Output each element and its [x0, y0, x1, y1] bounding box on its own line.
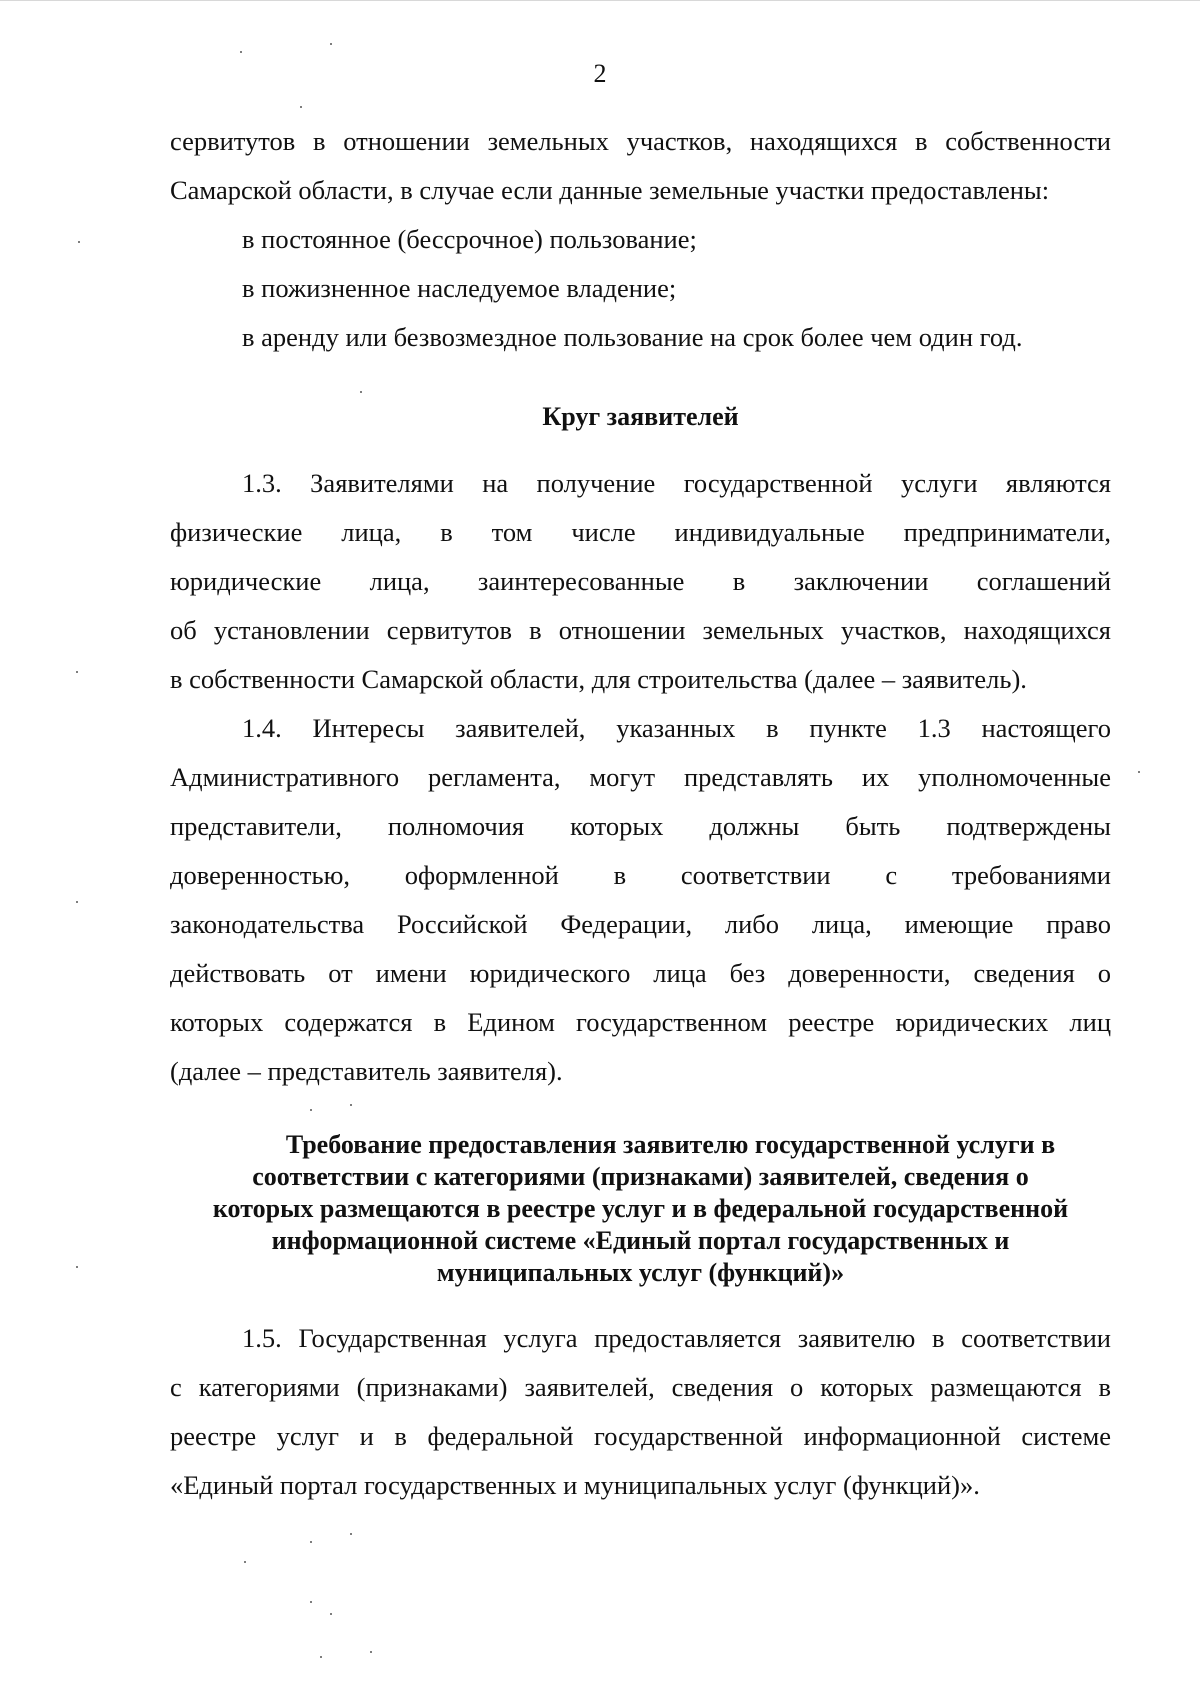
section-heading-requirement [170, 1129, 1111, 1289]
scan-speck [244, 1561, 246, 1563]
heading-line: Требование предоставления заявителю государственной услуги в [285, 1130, 1056, 1159]
text-line: с категориями (признаками) заявителей, сведения о которых размещаются в [170, 1372, 1111, 1402]
scan-speck [76, 671, 78, 673]
text-line: реестре услуг и в федеральной государственной информационной системе [170, 1421, 1111, 1451]
heading-line: муниципальных услуг (функций)» [436, 1258, 845, 1287]
paragraph-1-5 [170, 1314, 1111, 1510]
scan-speck [78, 241, 80, 243]
scan-speck [330, 43, 332, 45]
text-line: (далее – представитель заявителя). [170, 1056, 563, 1086]
text-line: 1.4. Интересы заявителей, указанных в пункте 1.3 настоящего [242, 713, 1111, 743]
text-line: 1.5. Государственная услуга предоставляется заявителю в соответствии [242, 1323, 1111, 1353]
paragraph-1-4 [170, 704, 1111, 1096]
scan-speck [320, 1656, 322, 1658]
paragraph-1-3 [170, 459, 1111, 704]
text-line: законодательства Российской Федерации, либо лица, имеющие право [170, 909, 1111, 939]
scan-speck [310, 1601, 312, 1603]
scan-speck [310, 1109, 312, 1111]
scan-speck [350, 1104, 352, 1106]
text-line: в собственности Самарской области, для строительства (далее – заявитель). [170, 664, 1027, 694]
list-item: в аренду или безвозмездное пользование на срок более чем один год. [242, 322, 1023, 352]
scan-speck [240, 51, 242, 53]
scan-speck [330, 1613, 332, 1615]
text-line: сервитутов в отношении земельных участков, находящихся в собственности [170, 126, 1111, 156]
text-line: юридические лица, заинтересованные в заключении соглашений [170, 566, 1111, 596]
heading-line: соответствии с категориями (признаками) заявителей, сведения о [252, 1162, 1029, 1191]
text-line: действовать от имени юридического лица без доверенности, сведения о [170, 958, 1111, 988]
page-number: 2 [593, 59, 607, 88]
land-use-list [170, 215, 1111, 362]
text-line: доверенностью, оформленной в соответствии с требованиями [170, 860, 1111, 890]
scan-speck [76, 1266, 78, 1268]
list-item: в постоянное (бессрочное) пользование; [242, 224, 697, 254]
text-line: физические лица, в том числе индивидуальные предприниматели, [170, 517, 1111, 547]
scan-speck [310, 1541, 312, 1543]
text-line: Административного регламента, могут представлять их уполномоченные [170, 762, 1111, 792]
text-line: об установлении сервитутов в отношении земельных участков, находящихся [170, 615, 1111, 645]
scan-speck [300, 106, 302, 108]
scan-speck [370, 1651, 372, 1653]
intro-paragraph [170, 117, 1111, 215]
text-line: представители, полномочия которых должны быть подтверждены [170, 811, 1111, 841]
text-line: которых содержатся в Едином государственном реестре юридических лиц [170, 1007, 1111, 1037]
text-line: «Единый портал государственных и муниципальных услуг (функций)». [170, 1470, 980, 1500]
scan-speck [1138, 771, 1140, 773]
text-line: Самарской области, в случае если данные земельные участки предоставлены: [170, 175, 1050, 205]
heading-line: информационной системе «Единый портал государственных и [271, 1226, 1010, 1255]
scan-speck [360, 391, 362, 393]
scan-speck [76, 901, 78, 903]
heading-line: которых размещаются в реестре услуг и в федеральной государственной [212, 1194, 1069, 1223]
text-line: 1.3. Заявителями на получение государственной услуги являются [242, 468, 1111, 498]
section-heading-applicants: Круг заявителей [542, 402, 739, 431]
list-item: в пожизненное наследуемое владение; [242, 273, 677, 303]
scan-speck [350, 1533, 352, 1535]
